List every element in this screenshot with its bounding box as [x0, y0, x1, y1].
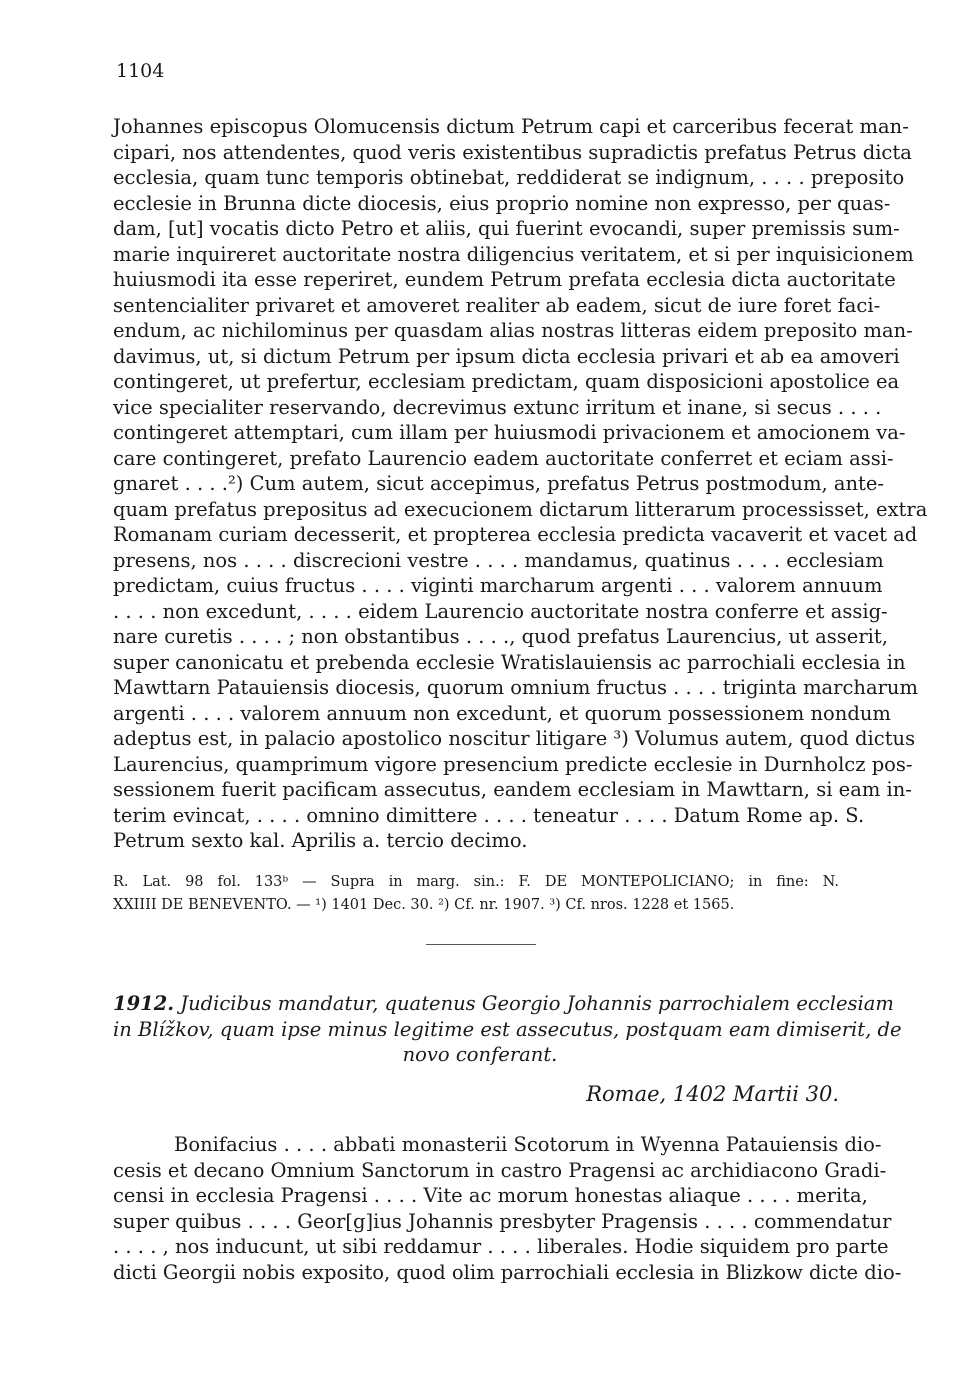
- footnote-line: R. Lat. 98 fol. 133ᵇ — Supra in marg. sin.: F. DE MONTEPOLICIANO; in fine: N.: [113, 874, 839, 890]
- text-line: super quibus . . . . Geor[g]ius Johannis presbyter Pragensis . . . . commendatur: [113, 1210, 892, 1233]
- text-line: adeptus est, in palacio apostolico noscitur litigare ³) Volumus autem, quod dictus: [113, 727, 916, 750]
- text-line: contingeret attemptari, cum illam per huiusmodi privacionem et amocionem va-: [113, 421, 906, 444]
- text-line: censi in ecclesia Pragensi . . . . Vite ac morum honestas aliaque . . . . merita,: [113, 1184, 868, 1207]
- text-line: dam, [ut] vocatis dicto Petro et aliis, qui fuerint evocandi, super premissis sum-: [113, 217, 900, 240]
- text-line: care contingeret, prefato Laurencio eadem auctoritate conferret et eciam assi-: [113, 447, 894, 470]
- section-divider: [426, 944, 536, 945]
- text-line: argenti . . . . valorem annuum non excedunt, et quorum possessionem nondum: [113, 702, 891, 725]
- text-line: cipari, nos attendentes, quod veris existentibus supradictis prefatus Petrus dicta: [113, 141, 912, 164]
- text-line: marie inquireret auctoritate nostra diligencius veritatem, et si per inquisicionem: [113, 243, 914, 266]
- text-line: sentencialiter privaret et amoveret realiter ab eadem, sicut de iure foret faci-: [113, 294, 881, 317]
- regest-line: [113, 992, 894, 1015]
- text-line: Petrum sexto kal. Aprilis a. tercio decimo.: [113, 829, 528, 852]
- text-line: nare curetis . . . . ; non obstantibus . . . ., quod prefatus Laurencius, ut asserit,: [113, 625, 888, 648]
- text-line: contingeret, ut prefertur, ecclesiam predictam, quam disposicioni apostolice ea: [113, 370, 900, 393]
- page-number: 1104: [116, 60, 165, 82]
- text-line: . . . . , nos inducunt, ut sibi reddamur . . . . liberales. Hodie siquidem pro parte: [113, 1235, 889, 1258]
- text-line: davimus, ut, si dictum Petrum per ipsum dicta ecclesia privari et ab ea amoveri: [113, 345, 900, 368]
- text-line: quam prefatus prepositus ad execucionem dictarum litterarum processisset, extra: [113, 498, 928, 521]
- text-line: sessionem fuerit pacificam assecutus, eandem ecclesiam in Mawttarn, si eam in-: [113, 778, 912, 801]
- document-number: 1912.: [113, 992, 175, 1015]
- text-line: super canonicatu et prebenda ecclesie Wratislauiensis ac parrochiali ecclesia in: [113, 651, 906, 674]
- text-line: gnaret . . . .²) Cum autem, sicut accepimus, prefatus Petrus postmodum, ante-: [113, 472, 885, 495]
- text-line: dicti Georgii nobis exposito, quod olim parrochiali ecclesia in Blizkow dicte dio-: [113, 1261, 902, 1284]
- text-line: vice specialiter reservando, decrevimus extunc irritum et inane, si secus . . . .: [113, 396, 882, 419]
- text-line: endum, ac nichilominus per quasdam alias nostras litteras eidem preposito man-: [113, 319, 913, 342]
- text-line: ecclesie in Brunna dicte diocesis, eius proprio nomine non expresso, per quas-: [113, 192, 891, 215]
- regest-line: in Blížkov, quam ipse minus legitime est assecutus, postquam eam dimiserit, de: [113, 1018, 902, 1041]
- text-line: Mawttarn Patauiensis diocesis, quorum omnium fructus . . . . triginta marcharum: [113, 676, 918, 699]
- text-line: Romanam curiam decesserit, et propterea ecclesia predicta vacaverit et vacet ad: [113, 523, 918, 546]
- footnote-line: XXIIII DE BENEVENTO. — ¹) 1401 Dec. 30. ²) Cf. nr. 1907. ³) Cf. nros. 1228 et 1565.: [113, 897, 735, 913]
- text-line: presens, nos . . . . discrecioni vestre . . . . mandamus, quatinus . . . . ecclesiam: [113, 549, 884, 572]
- text-line: cesis et decano Omnium Sanctorum in castro Pragensi ac archidiacono Gradi-: [113, 1159, 887, 1182]
- text-line: Johannes episcopus Olomucensis dictum Petrum capi et carceribus fecerat man-: [113, 115, 909, 138]
- text-line: . . . . non excedunt, . . . . eidem Laurencio auctoritate nostra conferre et assig-: [113, 600, 888, 623]
- text-line: huiusmodi ita esse reperiret, eundem Petrum prefata ecclesia dicta auctoritate: [113, 268, 896, 291]
- text-line: Laurencius, quamprimum vigore presencium predicte ecclesie in Durnholcz pos-: [113, 753, 913, 776]
- dateline: Romae, 1402 Martii 30.: [586, 1082, 839, 1106]
- text-line: ecclesia, quam tunc temporis obtinebat, reddiderat se indignum, . . . . preposito: [113, 166, 905, 189]
- text-line: terim evincat, . . . . omnino dimittere . . . . teneatur . . . . Datum Rome ap. S.: [113, 804, 865, 827]
- regest-line: novo conferant.: [402, 1043, 558, 1066]
- regest-text: Judicibus mandatur, quatenus Georgio Johannis parrochialem ecclesiam: [180, 992, 894, 1015]
- text-line: Bonifacius . . . . abbati monasterii Scotorum in Wyenna Patauiensis dio-: [174, 1133, 882, 1156]
- text-line: predictam, cuius fructus . . . . viginti marcharum argenti . . . valorem annuum: [113, 574, 883, 597]
